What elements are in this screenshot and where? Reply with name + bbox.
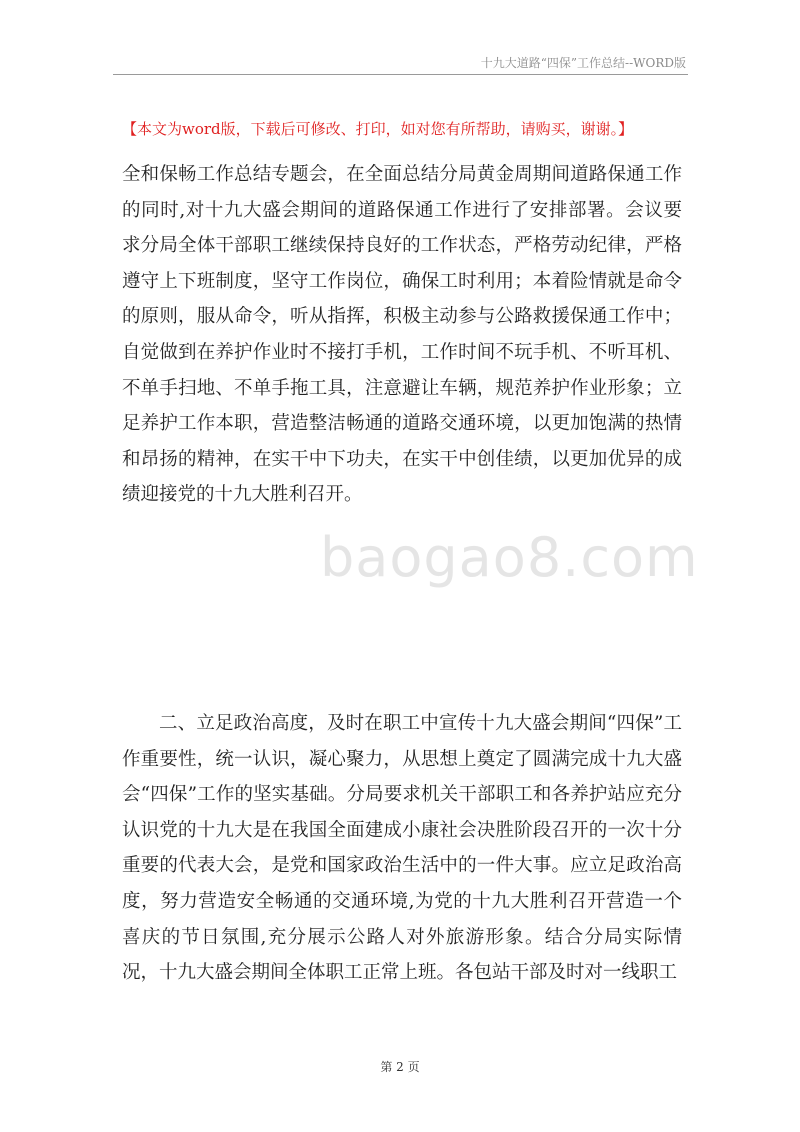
body-paragraph-2: 二、立足政治高度，及时在职工中宣传十九大盛会期间“四保”工作重要性，统一认识，凝心聚力，从思想上奠定了圆满完成十九大盛会“四保”工作的坚实基础。分局要求机关干部职工和各养护站应充分认识党的十九大是在我国全面建成小康社会决胜阶段召开的一次十分重要的代表大会，是党和国家政治生活中的一件大事。应立足政治高度，努力营造安全畅通的交通环境,为党的十九大胜利召开营造一个喜庆的节日氛围,充分展示公路人对外旅游形象。结合分局实际情况，十九大盛会期间全体职工正常上班。各包站干部及时对一线职工 <box>122 713 682 984</box>
download-notice: 【本文为word版，下载后可修改、打印，如对您有所帮助，请购买，谢谢。】 <box>122 120 634 138</box>
body-paragraph-1: 全和保畅工作总结专题会，在全面总结分局黄金周期间道路保通工作的同时,对十九大盛会期间的道路保通工作进行了安排部署。会议要求分局全体干部职工继续保持良好的工作状态，严格劳动纪律，严格遵守上下班制度，坚守工作岗位，确保工时利用；本着险情就是命令的原则，服从命令，听从指挥，积极主动参与公路救援保通工作中；自觉做到在养护作业时不接打手机，工作时间不玩手机、不听耳机、不单手扫地、不单手拖工具，注意避让车辆，规范养护作业形象；立足养护工作本职，营造整洁畅通的道路交通环境，以更加饱满的热情和昂扬的精神，在实干中下功夫，在实干中创佳绩，以更加优异的成绩迎接党的十九大胜利召开。 <box>122 164 682 506</box>
page-number: 第 2 页 <box>380 1060 420 1074</box>
watermark-text: baogao8.com <box>320 526 699 589</box>
header-title: 十九大道路“四保”工作总结--WORD版 <box>480 56 686 70</box>
page-header <box>113 50 688 75</box>
